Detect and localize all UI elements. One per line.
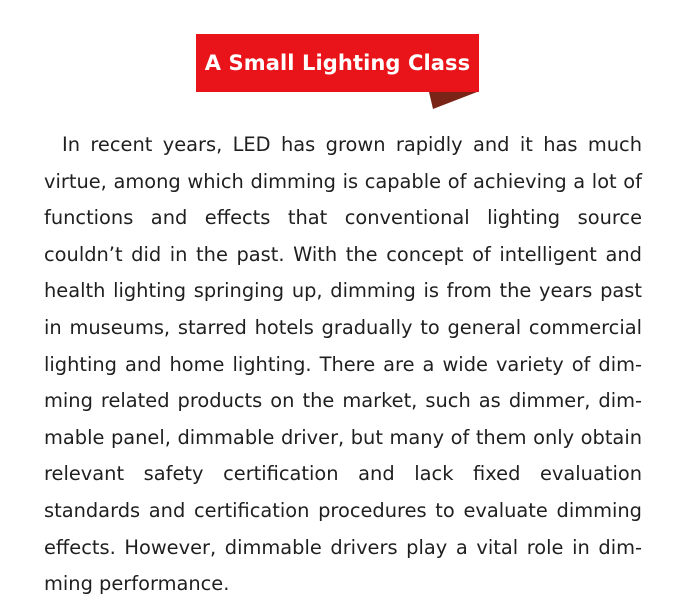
section-heading: A Small Lighting Class <box>196 34 479 92</box>
banner-fold-shape <box>429 92 477 110</box>
article-paragraph: In recent years, LED has grown rapidly and it has much virtue, among which dimming is capable of achieving a lot of functions and effects that conventional lighting source couldn’t did in the past. With the concept of intelligent and health lighting springing up, dimming is from the years past in museums, starred hotels gradually to general commercial lighting and home lighting. There are a wide variety of dimming related products on the market, such as dimmer, dimmable panel, dimmable driver, but many of them only obtain relevant safety certification and lack fixed evaluation standards and certification procedures to evaluate dimming effects. However, dimmable drivers play a vital role in dimming performance. <box>44 133 642 596</box>
section-heading-banner <box>196 34 480 106</box>
